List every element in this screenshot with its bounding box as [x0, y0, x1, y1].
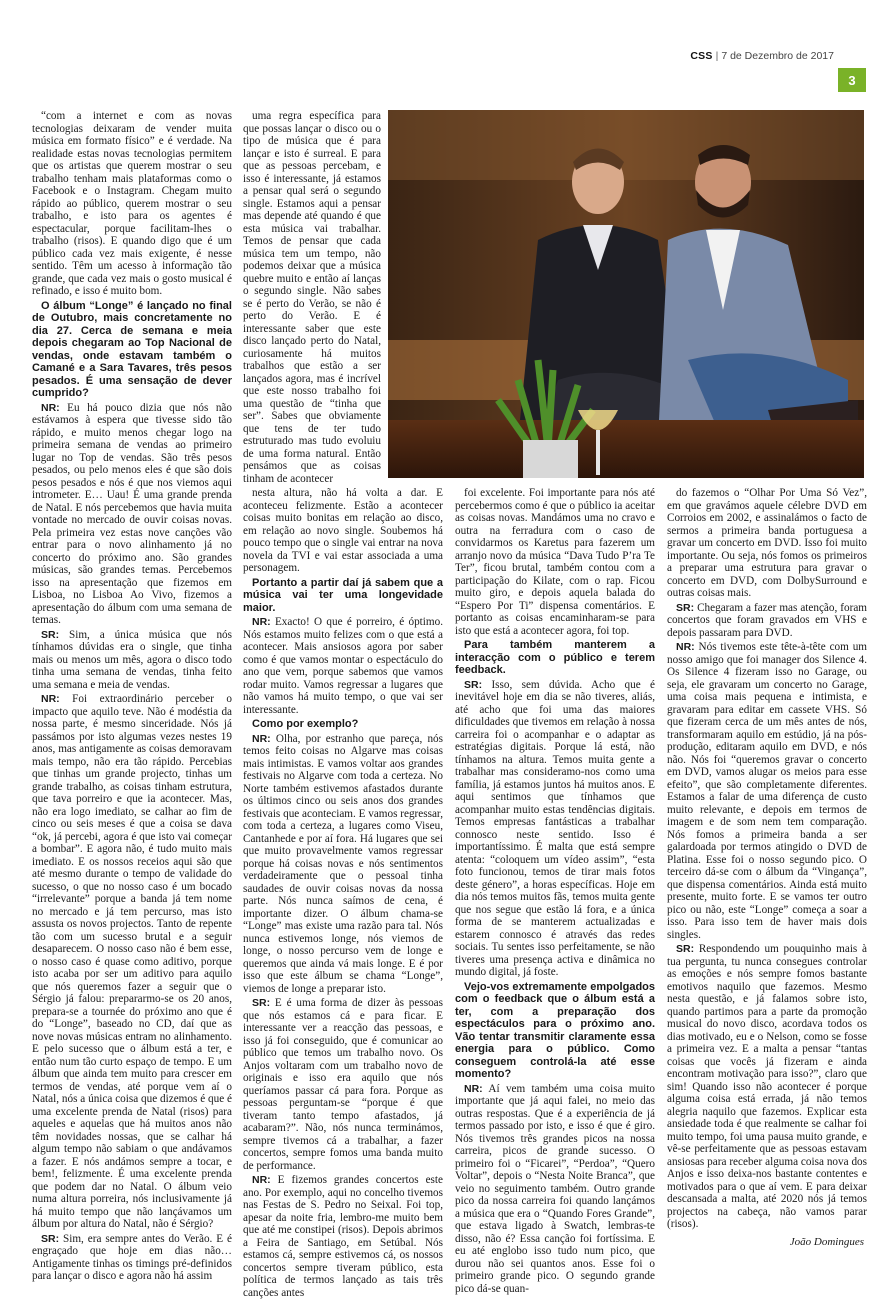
- paragraph-text: “com a internet e com as novas tecnologias deixaram de vender muita música em formato físico” e é verdade. Na realidade estas novas tecnologias permitem que os artistas que querem mostrar o seu trabalho tenham mais plataformas como o Facebook e o Instagram. Chegam muito rápido ao público, querem mostrar o seu trabalho, e isto para os agentes é espectacular, porque facilitam-lhes o trabalho (risos). E quando digo que é um público cada vez mais exigente, é nesse sentido. Têm um acesso à informação tão grande, que cada vez mais o gosto musical é refinado, e isso é muito bom.: [32, 110, 232, 297]
- question-text: Vejo-vos extremamente empolgados com o feedback que o álbum está a ter, com a preparação dos espectáculos para o próximo ano. Vão tentar transmitir claramente essa energia para o público. Como conseguem controlá-la até esse momento?: [455, 980, 655, 1080]
- speaker-label: SR:: [252, 997, 271, 1009]
- interview-answer: [243, 616, 443, 716]
- article-column-3: [455, 487, 655, 1297]
- body-paragraph: [243, 487, 443, 575]
- interview-question: [455, 981, 655, 1081]
- question-text: Portanto a partir daí já sabem que a música vai ter uma longevidade maior.: [243, 576, 443, 614]
- speaker-label: NR:: [676, 641, 695, 653]
- interview-answer: [667, 641, 867, 941]
- body-paragraph: [667, 487, 867, 600]
- article-byline: João Domingues: [789, 1236, 864, 1248]
- answer-text: Eu há pouco dizia que nós não estávamos à espera que tivesse sido tão rápido, e muito menos chegar logo na primeira semana de vendas ao primeiro lugar no Top de vendas. São três pesos pesados, ou pelo menos eles é que são dois pesos pesados e nós é que nos viemos aqui intrometer. E… Uau! É uma grande prenda de Natal. E nós percebemos que havia muita vontade no mercado de ouvir coisas novas. Pela primeira vez estas nove canções vão entrar para o novo alinhamento já no concerto do próximo ano. São grandes músicas, são grandes temas. Percebemos isso na apresentação que fizemos em Lisboa, no Lisboa Ao Vivo, fizemos a apresentação do álbum com uma semana de temas.: [32, 401, 232, 626]
- body-paragraph: [455, 487, 655, 637]
- question-text: O álbum “Longe” é lançado no final de Outubro, mais concretamente no dia 27. Cerca de semana e meia depois chegaram ao Top Nacional de vendas, onde estavam também o Camané e a Sara Tavares, três pesos pesados. É uma sensação de dever cumprido?: [32, 299, 232, 399]
- interview-answer: [667, 602, 867, 640]
- interview-answer: [455, 679, 655, 979]
- answer-text: Isso, sem dúvida. Acho que é inevitável hoje em dia se não tiveres, aliás, até acho que foi uma das maiores dificuldades que tivemos em relação à nossa carreira foi o acompanhar e o adaptar as estratégias digitais. Porque lá está, não tínhamos na altura. Temos muita gente a trabalhar mas consideramo-nos como uma família, já estamos juntos há muitos anos. E aqui sentimos que tínhamos que acompanhar muito estas tendências digitais. Temos empresas fantásticas a trabalhar connosco neste sentido. Isso é importantíssimo. É malta que está sempre atenta: “coloquem um vídeo assim”, “esta foto funcionou, temos de tirar mais fotos deste género”, a horas específicas. Hoje em dia nós temos muitos fãs, temos muita gente que nos segue que estão lá fora, e a única forma de se manterem actualizadas e estarem connosco é através das redes sociais. Tu sentes isso perfeitamente, se não tiveres uma presença activa e dinâmica no mundo digital, já foste.: [455, 678, 655, 978]
- answer-text: Exacto! O que é porreiro, é óptimo. Nós estamos muito felizes com o que está a acontecer. Mais ansiosos agora por saber como é que vamos montar o espectáculo do ano que vem, porque sabemos que vamos rodar muito. Vamos regressar a lugares que não vamos há muito tempo, o que vai ser interessante.: [243, 616, 443, 716]
- paragraph-text: do fazemos o “Olhar Por Uma Só Vez”, em que gravámos aquele célebre DVD em Corroios em 2002, e assinalámos o facto de sermos a primeira banda portuguesa a gravar um concerto em DVD. Isso foi muito importante. Ou seja, nós fomos os primeiros a preparar uma estrutura para gravar o concerto em DVD, com DolbySurround e outras coisas mais.: [667, 487, 867, 599]
- answer-text: E fizemos grandes concertos este ano. Por exemplo, aqui no concelho tivemos nas Festas de S. Pedro no Seixal. Foi top, apesar da noite fria, lembro-me muito bem que até me constipei (risos). Depois abrimos a Feira de Santiago, em Setúbal. Nós estamos cá, sempre estivemos cá, os nossos concertos sempre tiveram público, esta política de termos lançado as tais três canções antes: [243, 1174, 443, 1299]
- speaker-label: SR:: [41, 1232, 60, 1245]
- body-paragraph: [243, 110, 381, 485]
- speaker-label: NR:: [41, 693, 60, 705]
- speaker-label: NR:: [252, 732, 271, 745]
- speaker-label: SR:: [676, 601, 695, 614]
- band-photo-image: [388, 110, 864, 478]
- speaker-label: SR:: [464, 678, 483, 691]
- interview-answer: [243, 1174, 443, 1299]
- speaker-label: NR:: [252, 1174, 271, 1186]
- paragraph-text: foi excelente. Foi importante para nós até percebermos como é que o público ia aceitar as coisas novas. Mandámos uma no cravo e outra na ferradura com o caso de convidarmos os Karetus para fazerem um arranjo novo da música “Dava Tudo P’ra Te Ter”, ficou brutal, também contou com a participação do Kilate, com o rap. Ficou muito giro, e depois aquela balada do “Espero Por Ti” dispensa comentários. E portanto as coisas encaminharam-se para isto que está a acontecer agora, foi top.: [455, 487, 655, 637]
- speaker-label: SR:: [41, 628, 60, 641]
- speaker-label: NR:: [464, 1082, 483, 1095]
- publication-name: CSS: [690, 50, 713, 62]
- interview-answer: [32, 1233, 232, 1283]
- speaker-label: NR:: [252, 616, 271, 628]
- article-column-2: [243, 487, 443, 1301]
- paragraph-text: nesta altura, não há volta a dar. E aconteceu felizmente. Estão a acontecer coisas muito bonitas em relação ao disco, em relação ao novo single. Soubemos há pouco tempo que o single vai entrar na nova novela da TVI e vai estar associada a uma personagem.: [243, 487, 443, 574]
- interview-question: [32, 300, 232, 400]
- answer-text: Foi extraordinário perceber o impacto que aquilo teve. Não é modéstia da nossa parte, é mesmo sinceridade. Nós já passámos por isto algumas vezes nestes 19 anos, mas antigamente as coisas demoravam mais tempo, não era tão rápido. Percebias que tinhas um grande projecto, tinhas um grande trabalho, as coisas tinham estrutura, que tava porreiro e que ia acontecer. Mas, não era logo imediato, se calhar ao fim de cinco ou seis meses é que a coisa se dava “ok, já percebi, agora é que isto vai começar a bombar”. E agora não, é tudo muito mais imediato. E os nossos receios aqui são que até mesmo durante o tempo de validade do sucesso, o que no nosso caso é um bocado “irrelevante” porque a banda já tem nome no mercado e já tem percurso, mas isto assusta os novos projectos. Tanto de repente tão com um sucesso brutal e a seguir desaparecem. O nosso caso não é bem esse, o nosso caso é quase como aditivo, porque isto acaba por ser um aditivo para aquilo que nós queremos fazer a seguir que o Sérgio já falou: prepararmo-se os 20 anos, prepara-se a tournée do próximo ano que é do “Longe”, baseado no CD, daí que as nove novas músicas entram no alinhamento. E pelo sucesso que o álbum está a ter, e então num tão curto espaço de tempo. E um álbum que ainda tem muito para crescer em termos de vendas, até porque vem aí o Natal, nós a única coisa que dizemos é que é uma excelente prenda de Natal (risos) para aqueles e aquelas que há muitos anos não têm novidades nossas, que se calhar há algum tempo não sabiam o que andávamos a fazer. E nós andámos sempre a tocar, e bem!, felizmente. É uma excelente prenda que podem dar no Natal. O álbum veio numa altura porreira, nós inclusivamente já há muito tempo que não lançávamos um álbum por altura do Natal, não é Sérgio?: [32, 693, 232, 1230]
- interview-answer: [455, 1083, 655, 1296]
- answer-text: Chegaram a fazer mas atenção, foram concertos que foram gravados em VHS e depois passaram para DVD.: [667, 601, 867, 639]
- question-text: Para também manterem a interacção com o público e terem feedback.: [455, 639, 655, 676]
- answer-text: Aí vem também uma coisa muito importante que já aqui falei, no meio das outras respostas. Que é a experiência de já termos passado por isto, e isso é que é giro. Nós tivemos três grandes picos na nossa carreira, picos de grande sucesso. O primeiro foi o “Ficarei”, “Perdoa”, “Quero Voltar”, depois o “Nesta Noite Branca”, que veio no seguimento também. Outro grande pico da nossa carreira foi quando lançámos a música que era o “Quando Fores Grande”, que estava ligado à Swatch, lembras-te disso, não é? Essa canção foi fortíssima. E eu até englobo isso tudo num pico, que durou não sei quantos anos. Esse foi o primeiro grande pico. O segundo grande pico dá-se quan-: [455, 1082, 655, 1295]
- interview-question: [243, 577, 443, 615]
- interview-answer: [243, 997, 443, 1172]
- interview-answer: [667, 943, 867, 1231]
- body-paragraph: [32, 110, 232, 298]
- answer-text: Nós tivemos este tête-à-tête com um nosso amigo que foi manager dos Silence 4. Os Silence 4 fizeram isso no Garage, ou seja, ele gravaram um concerto no Garage, uma coisa mais pequena e intimista, e gravaram para editar em cassete VHS. Só que fizeram cerca de um mês antes de nós, transformaram aquilo em estúdio, já na pós-produção, editaram aquilo em DVD, e nós não. Nós foi “queremos gravar o concerto em DVD, vamos alugar os meios para esse efeito”, que são completamente diferentes. Estamos a falar de uma diferença de custo muito relevante, e depois em termos de imagem e de som nem tem comparação. Nós fomos a primeira banda a ser galardoada por termos atingido o DVD de Platina. Esse foi o nosso segundo pico. O terceiro dá-se com o álbum da “Vingança”, que dispensa comentários. Ainda está muito presente, muito forte. E se vamos ter outro pico ou não, este “Longe” começa a soar a isso. Para isso tem de haver mais dois singles.: [667, 641, 867, 941]
- answer-text: Respondendo um pouquinho mais à tua pergunta, tu nunca consegues controlar as emoções e nós sempre fomos bastante emotivos naquilo que fazemos. Mesmo nesta questão, e já falamos sobre isto, quando partimos para a parte da promoção musical do novo disco, acordava todos os dias motivado, eu e o Nelson, como se fosse a primeira vez. E a malta a pensar “tantas coisas que vocês já fizeram e ainda encontram motivação para isso?”, claro que sim! Quando isso não acontecer é porque alguma coisa está errada, já não temos alegria naquilo que fazemos. Explicar esta ansiedade toda é que realmente se calhar foi muito tempo, foi uma pausa muito grande, e vê-se perfeitamente que as pessoas estavam ansiosas para receber alguma coisa nova dos Anjos e isso deixa-nos bastante contentes e motivados para o que aí vem. E para deixar descansada a malta, até 2020 nós já temos projectos na cabeça, não vamos parar (risos).: [667, 943, 867, 1230]
- interview-answer: [243, 733, 443, 996]
- answer-text: Olha, por estranho que pareça, nós temos feito coisas no Algarve mas coisas mais intimistas. E vamos voltar aos grandes festivais no Algarve com toda a certeza. No Norte também estivemos afastados durante os últimos cinco ou seis anos dos grandes festivais que aconteciam. E vamos regressar, com toda a certeza, a lugares como Viseu, Cantanhede e por aí fora. Há lugares que sei que muito provavelmente vamos regressar porque há coisas novas e nós sentimentos verdadeiramente que o pessoal tinha saudades de ouvir coisas novas da nossa parte. Nós nunca saímos de cena, é importante dizer. O álbum chama-se “Longe” mas existe uma razão para tal. Nós nunca estivemos longe, nós viemos de longe, o nosso percurso vem de longe e queremos que ainda vá mais longe. E é por isso que este álbum se chama “Longe”, viemos de longe a preparar isto.: [243, 732, 443, 995]
- question-text: Como por exemplo?: [252, 718, 359, 730]
- speaker-label: SR:: [676, 943, 695, 955]
- answer-text: Sim, a única música que nós tínhamos dúvidas era o single, que tinha mais ou menos um mês, agora o disco todo tinha uma semana de vendas, tinha feito uma semana e meia de vendas.: [32, 628, 232, 691]
- article-column-4: [667, 487, 867, 1233]
- article-column-1: [32, 110, 232, 1285]
- issue-date: 7 de Dezembro de 2017: [721, 50, 834, 62]
- interview-answer: [32, 629, 232, 692]
- interview-question: [455, 639, 655, 677]
- answer-text: Sim, era sempre antes do Verão. E é engraçado que hoje em dias não… Antigamente tinhas os timings pré-definidos para lançar o disco e agora não há assim: [32, 1232, 232, 1282]
- masthead-separator: |: [715, 50, 719, 62]
- masthead: [690, 50, 834, 62]
- interview-answer: [32, 693, 232, 1231]
- page-number-badge: 3: [838, 68, 866, 92]
- interview-answer: [32, 402, 232, 627]
- interview-question: [243, 718, 443, 731]
- answer-text: E é uma forma de dizer às pessoas que nós estamos cá e para ficar. E interessante ver a reacção das pessoas, e isso já foi conseguido, que é comunicar ao público que temos um trabalho novo. Os Anjos voltaram com um trabalho novo de originais e isso era aquilo que nós queríamos passar cá para fora. Porque as pessoas perguntam-se “porque é que tiveram tanto tempo afastados, já acabaram?”. Não, nós nunca terminámos, sempre tivemos cá a trabalhar, a fazer concertos, sempre fomos uma banda muito de performance.: [243, 997, 443, 1172]
- band-photo: [388, 110, 864, 478]
- speaker-label: NR:: [41, 401, 60, 414]
- paragraph-text: uma regra específica para que possas lançar o disco ou o tipo de música que é para lançar e isto é surreal. E para que as pessoas percebam, e isso é interessante, já estamos a pensar qual será o segundo single. Estamos aqui a pensar mas depende até quando é que esta música vai trabalhar. Temos de pensar que cada música tem um tempo, não podemos deixar que a música quebre muito e então aí lanças o segundo single. Não sabes se é perto do Verão, se não é perto do Verão. E é interessante saber que este disco lançado perto do Natal, curiosamente há muitos trabalhos que estão a ser lançados agora, mas é incrível que este nosso trabalho foi uma questão de “tinha que ser”. Sabes que obviamente que tens de ter tudo estruturado mas tudo evoluiu de uma forma natural. Então pensámos que as coisas tinham de acontecer: [243, 110, 381, 485]
- article-column-2-top: [243, 110, 381, 487]
